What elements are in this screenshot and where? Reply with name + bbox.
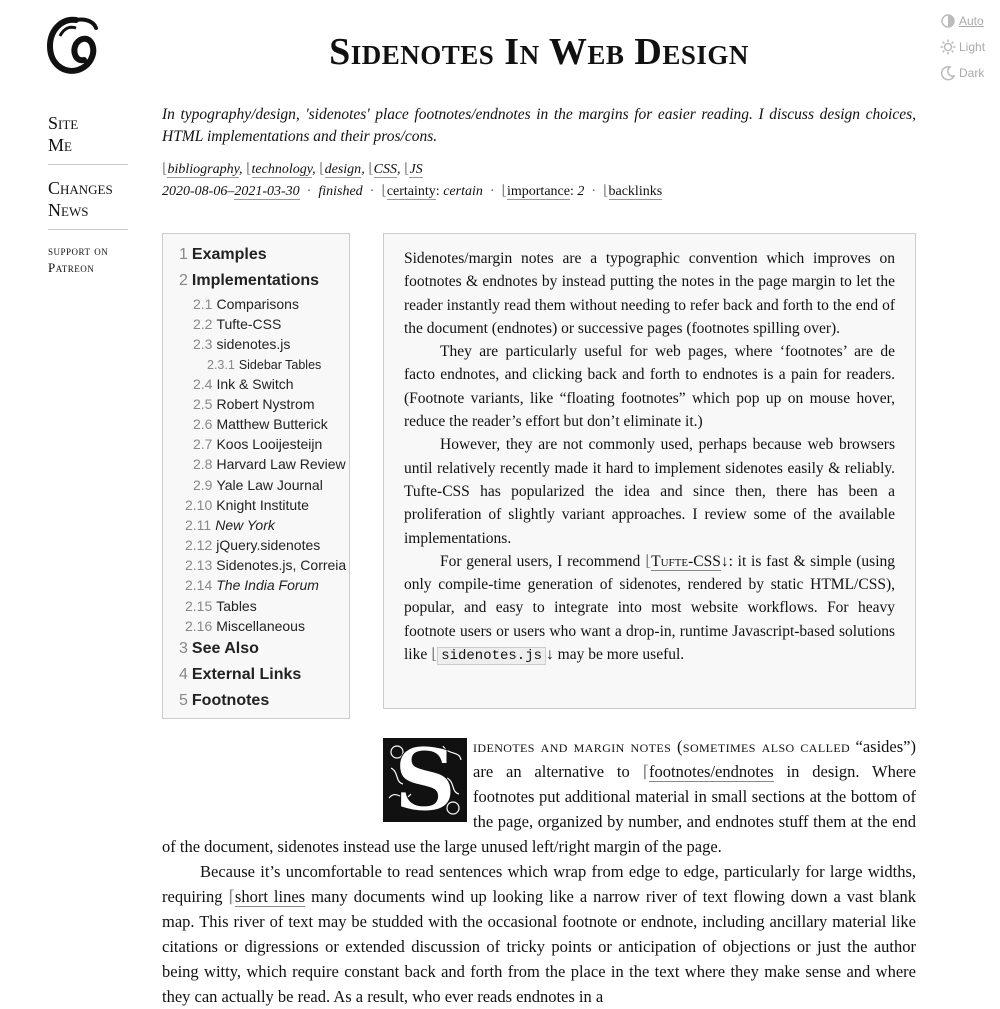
toc-label: Yale Law Journal bbox=[216, 476, 323, 493]
toc-number: 2.13 bbox=[185, 557, 213, 574]
toc-number: 2.14 bbox=[185, 577, 213, 594]
page-title: Sidenotes In Web Design bbox=[329, 31, 749, 73]
tag-link[interactable]: technology bbox=[251, 162, 313, 177]
toc-number: 2.10 bbox=[185, 496, 213, 513]
toc-label: Footnotes bbox=[191, 692, 270, 709]
toc-number: 2.6 bbox=[193, 415, 213, 432]
certainty-value: certain bbox=[443, 184, 483, 199]
theme-dark-button[interactable] bbox=[940, 60, 990, 86]
toc-label: Examples bbox=[191, 246, 267, 263]
page-metadata: 2020-08-06–2021-03-30 · finished · ⌊certainty: certain · ⌊importance: 2 · ⌊backlinks bbox=[162, 184, 663, 199]
toc-number: 2.11 bbox=[185, 516, 212, 533]
table-of-contents bbox=[162, 233, 350, 719]
toc-item[interactable] bbox=[179, 314, 349, 334]
nav-news-link[interactable]: News bbox=[48, 200, 89, 220]
toc-item[interactable] bbox=[179, 616, 349, 636]
toc-label: Ink & Switch bbox=[216, 375, 294, 392]
toc-item[interactable] bbox=[179, 688, 349, 714]
dropcap-s-icon bbox=[383, 738, 467, 822]
toc-label: External Links bbox=[191, 666, 302, 683]
article-body bbox=[162, 734, 916, 1009]
half-circle-icon bbox=[940, 13, 956, 29]
toc-number: 2.3.1 bbox=[207, 357, 235, 372]
toc-item[interactable] bbox=[179, 355, 349, 374]
toc-number: 4 bbox=[179, 666, 188, 683]
theme-light-button[interactable] bbox=[940, 34, 990, 60]
toc-label: Knight Institute bbox=[216, 496, 309, 513]
toc-item[interactable] bbox=[179, 555, 349, 575]
toc-label: Tufte-CSS bbox=[216, 316, 282, 333]
toc-number: 2.3 bbox=[193, 336, 213, 353]
backlinks-link[interactable]: backlinks bbox=[608, 184, 663, 199]
nav-group-site bbox=[48, 110, 128, 165]
toc-label: jQuery.sidenotes bbox=[216, 537, 321, 554]
download-arrow-icon: ↓ bbox=[720, 552, 729, 570]
toc-item[interactable] bbox=[179, 434, 349, 454]
nav-me-link[interactable]: Me bbox=[48, 135, 72, 155]
theme-auto-button[interactable] bbox=[940, 8, 990, 34]
tufte-css-link[interactable]: Tufte-CSS bbox=[651, 552, 721, 570]
svg-text:S: S bbox=[393, 738, 457, 822]
toc-label: Matthew Butterick bbox=[216, 415, 328, 432]
toc-number: 2 bbox=[179, 272, 188, 289]
toc-label: Comparisons bbox=[216, 296, 299, 312]
theme-auto-label: Auto bbox=[959, 14, 984, 28]
toc-number: 5 bbox=[179, 692, 188, 709]
toc-number: 2.5 bbox=[193, 395, 213, 412]
toc-item[interactable] bbox=[179, 575, 349, 595]
toc-label: Miscellaneous bbox=[216, 617, 305, 634]
toc-item[interactable] bbox=[179, 475, 349, 495]
page-description: In typography/design, 'sidenotes' place footnotes/endnotes in the margins for easier reading. I discuss design choices, HTML implementations and their pros/cons. bbox=[162, 106, 916, 145]
toc-number: 3 bbox=[179, 640, 188, 657]
toc-label: Sidebar Tables bbox=[238, 357, 322, 372]
toc-item[interactable] bbox=[179, 374, 349, 394]
status-text: finished bbox=[318, 184, 363, 199]
sun-icon bbox=[940, 39, 956, 55]
nav-patreon-link[interactable]: Patreon bbox=[48, 260, 95, 275]
toc-item[interactable] bbox=[179, 294, 349, 314]
toc-number: 1 bbox=[179, 246, 188, 263]
abstract-paragraph: For general users, I recommend ⌊Tufte-CSS↓: it is fast & simple (using only compile-time generation of sidenotes, rendered by static HTML/CSS), popular, and easy to integrate into most website workflows. For heavy footnote users or users who want a drop-in, runtime Javascript-based solutions like ⌊ sidenotes.js ↓ may be more useful. bbox=[404, 552, 895, 665]
toc-number: 2.4 bbox=[193, 375, 213, 392]
toc-item[interactable] bbox=[179, 334, 349, 354]
toc-number: 2.12 bbox=[185, 537, 213, 554]
toc-label: New York bbox=[215, 516, 275, 533]
nav-changes-link[interactable]: Changes bbox=[48, 178, 113, 198]
toc-item[interactable] bbox=[179, 454, 349, 474]
tag-link[interactable]: bibliography bbox=[167, 162, 240, 177]
toc-label: See Also bbox=[191, 640, 259, 657]
importance-value: 2 bbox=[577, 184, 585, 199]
tag-link[interactable]: JS bbox=[409, 162, 423, 177]
date-modified-link[interactable]: 2021-03-30 bbox=[234, 184, 300, 199]
abstract-paragraph: Sidenotes/margin notes are a typographic convention which improves on footnotes & endnotes by instead putting the notes in the page margin to let the reader instantly read them without needing to refer back and forth to the end of the document (endnotes) or successive pages (footnotes spilling over). bbox=[404, 250, 895, 337]
toc-item[interactable] bbox=[179, 268, 349, 294]
moon-icon bbox=[940, 65, 956, 81]
theme-light-label: Light bbox=[959, 40, 986, 54]
abstract-paragraph: They are particularly useful for web pages, where ‘footnotes’ are de facto endnotes, and clicking back and forth to endnotes is a pain for readers. (Footnote variants, like “floating footnotes” which pop up on mouse hover, reduce the reader’s effort but don’t eliminate it.) bbox=[404, 343, 895, 431]
toc-item[interactable] bbox=[179, 515, 349, 535]
site-nav bbox=[48, 110, 128, 294]
toc-label: Harvard Law Review bbox=[216, 456, 346, 473]
theme-dark-label: Dark bbox=[959, 66, 985, 80]
toc-item[interactable] bbox=[179, 495, 349, 515]
date-created: 2020-08-06 bbox=[162, 184, 228, 199]
gwern-logo-icon[interactable] bbox=[46, 14, 102, 76]
nav-group-patreon bbox=[48, 240, 128, 284]
tag-list: ⌊bibliography, ⌊technology, ⌊design, ⌊CSS, ⌊JS bbox=[162, 162, 423, 177]
nav-support-link[interactable]: support on bbox=[48, 243, 109, 258]
toc-item[interactable] bbox=[179, 596, 349, 616]
toc-label: Sidenotes.js, Correia bbox=[216, 557, 347, 574]
toc-label: Tables bbox=[216, 597, 257, 614]
toc-item[interactable] bbox=[179, 535, 349, 555]
tag-link[interactable]: design bbox=[324, 162, 362, 177]
toc-item[interactable] bbox=[179, 662, 349, 688]
download-arrow-icon: ↓ bbox=[546, 646, 554, 664]
abstract-paragraph: However, they are not commonly used, perhaps because web browsers until relatively recently made it hard to implement sidenotes easily & reliably. Tufte-CSS has popularized the idea and since then, there has been a proliferation of slightly variant approaches. I review some of the available implementations. bbox=[404, 436, 895, 547]
toc-number: 2.16 bbox=[185, 617, 213, 634]
toc-label: The India Forum bbox=[216, 577, 319, 594]
importance-link[interactable]: importance bbox=[506, 184, 570, 199]
toc-number: 2.8 bbox=[193, 456, 213, 473]
toc-item[interactable] bbox=[179, 242, 349, 268]
tag-link[interactable]: CSS bbox=[373, 162, 397, 177]
toc-number: 2.7 bbox=[193, 436, 213, 453]
toc-number: 2.1 bbox=[193, 296, 213, 312]
certainty-link[interactable]: certainty bbox=[386, 184, 436, 199]
short-lines-link[interactable]: short lines bbox=[234, 887, 306, 906]
body-paragraph: idenotes and margin notes (sometimes also called “asides”) are an alternative to ⌈footnotes/endnotes in design. Where footnotes put additional material in small sections at the bottom of the page, organized by number, and endnotes stuff them at the end of the document, sidenotes instead use the large unused left/right margin of the page. bbox=[162, 737, 916, 856]
toc-number: 2.2 bbox=[193, 316, 213, 333]
toc-label: sidenotes.js bbox=[216, 336, 291, 353]
body-paragraph: Because it’s uncomfortable to read sentences which wrap from edge to edge, particularly for large widths, requiring ⌈short lines many documents wind up looking like a narrow river of text flowing down a vast blank map. This river of text may be studded with the occasional footnote or endnote, including ancillary material like citations or digressions or extended discussion of tricky points or anticipation of objections or just the author being witty, which require constant back and forth from the place in the text where they make sense and where they can actually be read. As a result, who ever reads endnotes in a bbox=[162, 862, 916, 1006]
sidenotes-js-link[interactable]: sidenotes.js bbox=[437, 647, 546, 665]
theme-selector bbox=[940, 8, 990, 86]
toc-item[interactable] bbox=[179, 414, 349, 434]
toc-label: Koos Looijesteijn bbox=[216, 436, 323, 453]
toc-number: 2.15 bbox=[185, 597, 213, 614]
nav-site-link[interactable]: Site bbox=[48, 113, 79, 133]
toc-number: 2.9 bbox=[193, 476, 213, 493]
nav-group-changes bbox=[48, 175, 128, 230]
toc-label: Robert Nystrom bbox=[216, 395, 315, 412]
toc-item[interactable] bbox=[179, 394, 349, 414]
footnotes-endnotes-link[interactable]: footnotes/endnotes bbox=[649, 762, 774, 781]
toc-item[interactable] bbox=[179, 636, 349, 662]
toc-label: Implementations bbox=[191, 272, 320, 289]
abstract-box bbox=[383, 233, 916, 709]
